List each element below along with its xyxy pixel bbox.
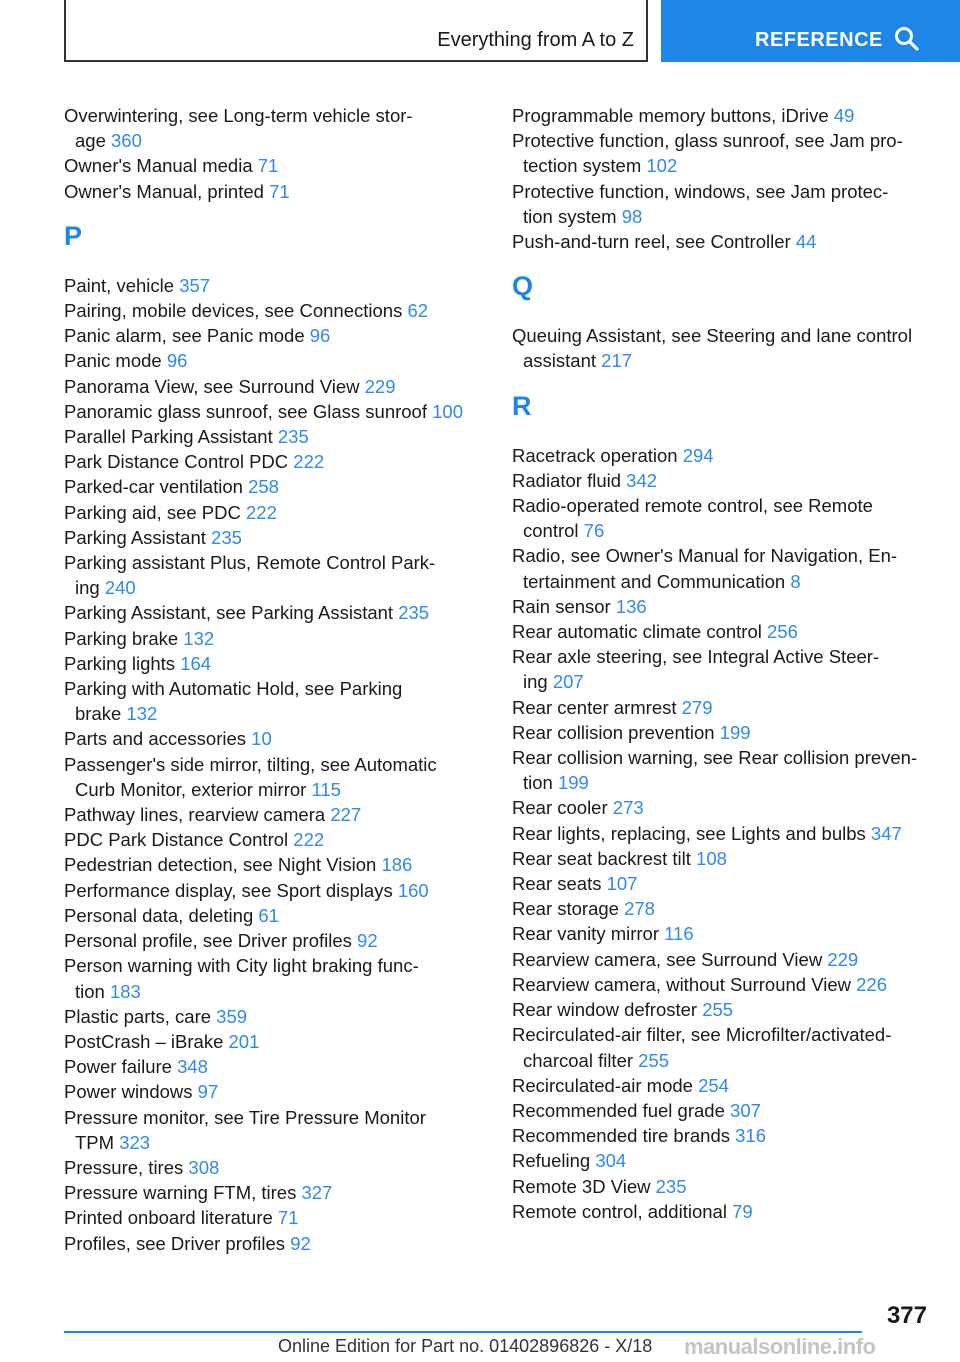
- index-entry-text: Panorama View, see Surround View: [64, 375, 360, 397]
- page-link[interactable]: 107: [606, 873, 638, 895]
- page-link[interactable]: 254: [698, 1074, 729, 1096]
- index-entry: [64, 1054, 484, 1079]
- index-entry-text: Radio, see Owner's Manual for Navigation, En- tertainment and Communication: [512, 545, 898, 592]
- index-entry-text: Owner's Manual, printed: [64, 180, 264, 202]
- index-entry: [512, 896, 932, 921]
- index-entry: [512, 443, 932, 468]
- index-entry: [512, 229, 932, 254]
- index-entry-text: Rain sensor: [512, 595, 611, 617]
- page-link[interactable]: 273: [612, 797, 644, 819]
- index-entry: [512, 594, 932, 619]
- page-link[interactable]: 347: [870, 822, 902, 844]
- index-column-right: [512, 103, 932, 1224]
- index-letter-heading: P: [64, 220, 83, 251]
- index-entry-text: Protective function, windows, see Jam protec- tion system: [512, 180, 889, 227]
- index-entry: [64, 424, 484, 449]
- index-entry-text: Pressure, tires: [64, 1156, 184, 1178]
- index-entry: [512, 323, 932, 373]
- page-link[interactable]: 235: [211, 526, 242, 548]
- index-entry-text: PDC Park Distance Control: [64, 829, 289, 851]
- index-entry-text: Owner's Manual media: [64, 155, 253, 177]
- index-entry: [512, 695, 932, 720]
- index-entry-text: Performance display, see Sport displays: [64, 879, 393, 901]
- index-entry: [64, 752, 484, 802]
- index-entry: [64, 474, 484, 499]
- index-entry-text: Parallel Parking Assistant: [64, 426, 273, 448]
- index-entry: [64, 298, 484, 323]
- page-link[interactable]: 136: [615, 595, 647, 617]
- page-link[interactable]: 96: [309, 325, 331, 347]
- index-entry-text: Person warning with City light braking func- tion: [64, 955, 419, 1002]
- search-icon[interactable]: [894, 26, 920, 52]
- page-link[interactable]: 132: [126, 703, 158, 725]
- index-entry-text: Recommended tire brands: [512, 1125, 730, 1147]
- index-entry-text: Park Distance Control PDC: [64, 451, 289, 473]
- page-link[interactable]: 235: [655, 1175, 687, 1197]
- page-link[interactable]: 342: [626, 469, 658, 491]
- index-entry: [512, 821, 932, 846]
- index-entry-text: Pressure warning FTM, tires: [64, 1182, 297, 1204]
- index-entry-text: Profiles, see Driver profiles: [64, 1232, 286, 1254]
- index-entry: [512, 1174, 932, 1199]
- index-entry-text: Rear lights, replacing, see Lights and bulbs: [512, 822, 866, 844]
- index-entry-text: Pairing, mobile devices, see Connections: [64, 300, 403, 322]
- index-entry-text: Parking assistant Plus, Remote Control Park- ing: [64, 552, 436, 599]
- index-entry-text: Panoramic glass sunroof, see Glass sunroof: [64, 400, 427, 422]
- page-link[interactable]: 71: [277, 1207, 299, 1229]
- page-link[interactable]: 227: [330, 804, 362, 826]
- index-entry: [512, 543, 932, 593]
- page-link[interactable]: 199: [719, 721, 751, 743]
- index-letter-heading: R: [512, 390, 532, 421]
- page-link[interactable]: 327: [301, 1182, 333, 1204]
- index-entry: [64, 600, 484, 625]
- index-entry: [64, 500, 484, 525]
- index-entry: [64, 550, 484, 600]
- index-entry-text: Overwintering, see Long-term vehicle stor- age: [64, 105, 413, 152]
- index-entry: [64, 1079, 484, 1104]
- index-entry-text: Rear storage: [512, 898, 619, 920]
- index-entry-text: Recirculated-air filter, see Microfilter/activated- charcoal filter: [512, 1024, 892, 1071]
- index-entry: [512, 997, 932, 1022]
- index-entry: [64, 903, 484, 928]
- index-entry-text: Radio-operated remote control, see Remote control: [512, 495, 873, 542]
- index-entry: [512, 1148, 932, 1173]
- index-entry: [64, 928, 484, 953]
- page-link[interactable]: 132: [183, 627, 215, 649]
- page-link[interactable]: 304: [595, 1150, 627, 1172]
- index-entry: [64, 676, 484, 726]
- page-link[interactable]: 108: [696, 847, 727, 869]
- page-link[interactable]: 97: [197, 1081, 219, 1103]
- index-entry: [64, 852, 484, 877]
- page-link[interactable]: 79: [732, 1200, 753, 1222]
- index-entry-text: Printed onboard literature: [64, 1207, 273, 1229]
- index-entry: [512, 921, 932, 946]
- index-entry: [64, 374, 484, 399]
- reference-tab[interactable]: [661, 0, 960, 62]
- page-link[interactable]: 229: [827, 948, 859, 970]
- header-title-box: [64, 0, 648, 62]
- footer-divider: [64, 1331, 862, 1333]
- index-entry-text: Rear automatic climate control: [512, 621, 762, 643]
- index-entry-text: Recirculated-air mode: [512, 1074, 693, 1096]
- index-entry: [64, 1180, 484, 1205]
- page-link[interactable]: 49: [833, 105, 855, 126]
- page-link[interactable]: 226: [856, 973, 887, 995]
- index-entry-text: Power windows: [64, 1081, 193, 1103]
- index-entry: [64, 525, 484, 550]
- index-entry-text: Parts and accessories: [64, 728, 247, 750]
- index-entry: [512, 871, 932, 896]
- page-link[interactable]: 255: [638, 1049, 670, 1071]
- index-entry: [512, 795, 932, 820]
- watermark: manualsonline.info: [684, 1334, 876, 1359]
- page-link[interactable]: 8: [790, 570, 801, 592]
- page-link[interactable]: 100: [432, 400, 463, 422]
- page-link[interactable]: 183: [109, 980, 141, 1002]
- index-entry: [512, 745, 932, 795]
- index-entry-text: Pressure monitor, see Tire Pressure Monitor TPM: [64, 1106, 426, 1153]
- index-entry: [64, 449, 484, 474]
- index-entry: [512, 1199, 932, 1224]
- index-entry: [64, 726, 484, 751]
- index-entry: [512, 972, 932, 997]
- page-link[interactable]: 357: [179, 274, 211, 296]
- index-entry: [512, 179, 932, 229]
- index-entry-text: Queuing Assistant, see Steering and lane control assistant: [512, 325, 913, 372]
- index-entry: [64, 273, 484, 298]
- page-link[interactable]: 102: [646, 155, 678, 177]
- page-link[interactable]: 116: [664, 923, 694, 945]
- page-link[interactable]: 235: [398, 602, 430, 624]
- index-entry-text: Parking brake: [64, 627, 179, 649]
- page-link[interactable]: 278: [624, 898, 655, 920]
- page-link[interactable]: 92: [357, 930, 378, 952]
- page-link[interactable]: 96: [166, 350, 188, 372]
- page-link[interactable]: 222: [293, 829, 325, 851]
- index-entry-text: Plastic parts, care: [64, 1005, 212, 1027]
- index-entry: [512, 619, 932, 644]
- index-entry: [512, 493, 932, 543]
- index-entry-text: Parking Assistant: [64, 526, 206, 548]
- index-entry-text: Push-and-turn reel, see Controller: [512, 231, 791, 253]
- page-link[interactable]: 44: [795, 231, 817, 253]
- edition-note: Online Edition for Part no. 01402896826 - X/18: [278, 1336, 653, 1356]
- page-link[interactable]: 201: [228, 1030, 260, 1052]
- page-link[interactable]: 71: [257, 155, 279, 177]
- index-entry-text: Parking aid, see PDC: [64, 501, 241, 523]
- page-link[interactable]: 222: [293, 451, 325, 473]
- index-entry: [64, 348, 484, 373]
- index-entry-text: Rear collision prevention: [512, 721, 715, 743]
- page-link[interactable]: 359: [216, 1005, 248, 1027]
- index-entry: [512, 720, 932, 745]
- index-entry: [64, 1004, 484, 1029]
- page-link[interactable]: 71: [269, 180, 290, 202]
- page-link[interactable]: 308: [188, 1156, 220, 1178]
- index-entry: [64, 323, 484, 348]
- page-link[interactable]: 76: [583, 520, 605, 542]
- index-entry-text: Remote control, additional: [512, 1200, 727, 1222]
- page-link[interactable]: 294: [682, 444, 714, 466]
- page-link[interactable]: 92: [290, 1232, 311, 1254]
- index-entry-text: Remote 3D View: [512, 1175, 651, 1197]
- page-link[interactable]: 186: [381, 854, 413, 876]
- index-entry: [512, 103, 932, 128]
- index-entry-text: Radiator fluid: [512, 469, 622, 491]
- index-entry: [512, 644, 932, 694]
- index-entry-text: Rear seat backrest tilt: [512, 847, 691, 869]
- index-entry: [64, 153, 484, 178]
- index-entry: [512, 1098, 932, 1123]
- page-link[interactable]: 222: [246, 501, 277, 523]
- index-entry-text: Rear axle steering, see Integral Active Steer- ing: [512, 646, 880, 693]
- index-entry-text: Passenger's side mirror, tilting, see Automatic Curb Monitor, exterior mirror: [64, 753, 437, 800]
- page-link[interactable]: 240: [104, 577, 136, 599]
- page-link[interactable]: 164: [180, 652, 212, 674]
- index-entry-text: Paint, vehicle: [64, 274, 175, 296]
- index-entry: [64, 626, 484, 651]
- page-link[interactable]: 258: [248, 476, 279, 498]
- index-entry: [64, 802, 484, 827]
- index-entry: [64, 1205, 484, 1230]
- page-link[interactable]: 199: [557, 772, 589, 794]
- index-entry-text: Protective function, glass sunroof, see Jam pro- tection system: [512, 130, 903, 177]
- index-entry-text: Power failure: [64, 1056, 172, 1078]
- page-link[interactable]: 316: [735, 1125, 767, 1147]
- index-entry: [512, 468, 932, 493]
- index-entry: [512, 846, 932, 871]
- page-link[interactable]: 348: [177, 1056, 208, 1078]
- page-link[interactable]: 360: [111, 130, 142, 152]
- index-entry-text: Personal data, deleting: [64, 904, 254, 926]
- index-entry: [512, 947, 932, 972]
- index-entry-text: Rearview camera, see Surround View: [512, 948, 823, 970]
- index-entry-text: Programmable memory buttons, iDrive: [512, 105, 829, 126]
- page-link[interactable]: 98: [621, 205, 643, 227]
- index-entry-text: Rearview camera, without Surround View: [512, 973, 851, 995]
- page-link[interactable]: 235: [277, 426, 309, 448]
- page-link[interactable]: 160: [397, 879, 429, 901]
- index-entry: [64, 1155, 484, 1180]
- index-entry: [64, 1105, 484, 1155]
- index-entry: [512, 1073, 932, 1098]
- page-link[interactable]: 323: [119, 1131, 151, 1153]
- index-entry-text: Personal profile, see Driver profiles: [64, 930, 352, 952]
- index-entry-text: Rear window defroster: [512, 999, 698, 1021]
- page-number: 377: [886, 1302, 927, 1329]
- index-entry-text: Panic mode: [64, 350, 162, 372]
- reference-label: REFERENCE: [755, 29, 883, 51]
- section-title: Everything from A to Z: [437, 29, 634, 51]
- index-entry-text: Rear seats: [512, 873, 602, 895]
- page-link[interactable]: 61: [258, 904, 279, 926]
- index-entry-text: Parking with Automatic Hold, see Parking brake: [64, 678, 403, 725]
- index-entry: [64, 1029, 484, 1054]
- index-entry: [64, 179, 484, 204]
- index-entry-text: Parking lights: [64, 652, 176, 674]
- index-letter-heading: Q: [512, 271, 534, 302]
- page-link[interactable]: 229: [364, 375, 396, 397]
- page-link[interactable]: 217: [601, 350, 633, 372]
- index-entry-text: Rear cooler: [512, 797, 608, 819]
- index-entry-text: Recommended fuel grade: [512, 1099, 725, 1121]
- index-entry-text: Racetrack operation: [512, 444, 678, 466]
- page-link[interactable]: 307: [730, 1099, 761, 1121]
- index-entry-text: PostCrash – iBrake: [64, 1030, 224, 1052]
- index-entry: [64, 878, 484, 903]
- index-entry-text: Rear center armrest: [512, 696, 677, 718]
- index-entry-text: Parking Assistant, see Parking Assistant: [64, 602, 394, 624]
- index-entry: [512, 128, 932, 178]
- index-entry: [512, 1123, 932, 1148]
- index-column-left: [64, 103, 484, 1256]
- index-entry-text: Parked-car ventilation: [64, 476, 243, 498]
- index-entry-text: Refueling: [512, 1150, 591, 1172]
- index-entry-text: Panic alarm, see Panic mode: [64, 325, 305, 347]
- index-entry-text: Pathway lines, rearview camera: [64, 804, 326, 826]
- page-link[interactable]: 279: [681, 696, 713, 718]
- index-entry: [64, 651, 484, 676]
- page-link[interactable]: 62: [407, 300, 429, 322]
- page-link[interactable]: 10: [251, 728, 272, 750]
- index-entry: [64, 103, 484, 153]
- index-entry: [64, 827, 484, 852]
- page-link[interactable]: 256: [767, 621, 798, 643]
- index-entry-text: Pedestrian detection, see Night Vision: [64, 854, 377, 876]
- page-link[interactable]: 115: [311, 778, 341, 800]
- index-entry: [512, 1022, 932, 1072]
- index-entry-text: Rear collision warning, see Rear collision preven- tion: [512, 747, 918, 794]
- index-entry-text: Rear vanity mirror: [512, 923, 659, 945]
- index-entry: [64, 953, 484, 1003]
- page-link[interactable]: 207: [552, 671, 584, 693]
- index-entry: [64, 1231, 484, 1256]
- page-link[interactable]: 255: [702, 999, 734, 1021]
- index-entry: [64, 399, 484, 424]
